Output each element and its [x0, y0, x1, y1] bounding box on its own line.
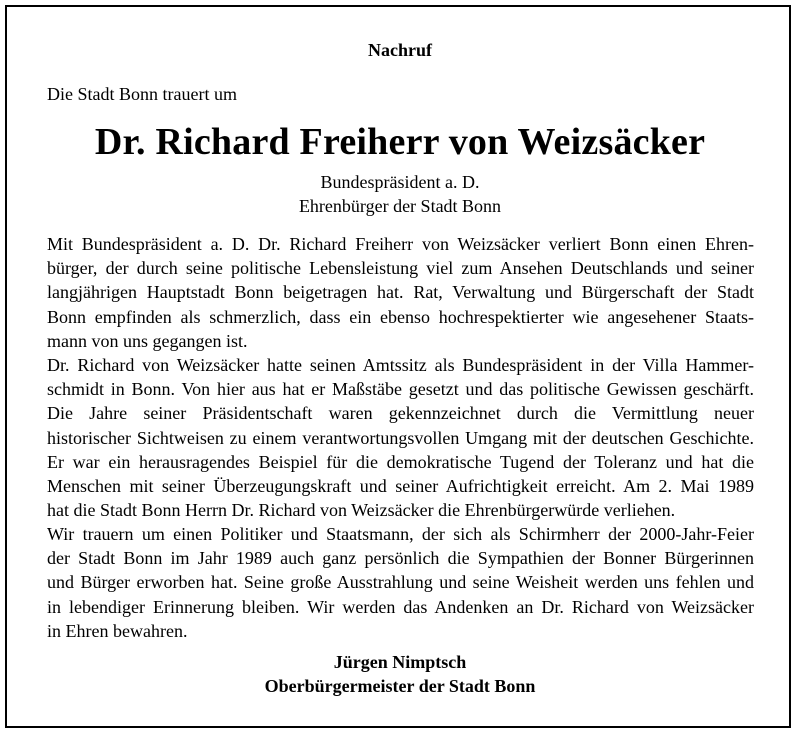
paragraph-line: Wir trauern um einen Politiker und Staatsmann, der sich als Schirmherr der 2000-Jahr-Feier — [47, 524, 754, 544]
paragraph-line: Mit Bundespräsident a. D. Dr. Richard Freiherr von Weizsäcker verliert Bonn einen Ehren- — [47, 234, 754, 254]
paragraph-3 — [47, 522, 754, 643]
paragraph-line: Er war ein herausragendes Beispiel für die demokratische Tugend der Toleranz und hat die — [47, 451, 754, 472]
paragraph-line: historischer Sichtweisen zu einem verantwortungsvollen Umgang mit der deutschen Geschichte. — [47, 427, 754, 448]
paragraph-line: langjährigen Hauptstadt Bonn beigetragen hat. Rat, Verwaltung und Bürgerschaft der Stadt — [47, 282, 754, 303]
title-honorary-citizen: Ehrenbürger der Stadt Bonn — [298, 196, 502, 216]
paragraph-2 — [47, 353, 754, 522]
intro-text: Die Stadt Bonn trauert um — [47, 84, 237, 104]
paragraph-line: in lebendiger Erinnerung bleiben. Wir werden das Andenken an Dr. Richard von Weizsäcker — [47, 596, 754, 617]
paragraph-line: der Stadt Bonn im Jahr 1989 auch ganz persönlich die Sympathien der Bonner Bürgerinnen — [47, 548, 754, 569]
paragraph-line: mann von uns gegangen ist. — [47, 330, 248, 351]
notice-heading: Nachruf — [368, 40, 432, 60]
paragraph-line: Menschen mit seiner Überzeugungskraft und seiner Aufrichtigkeit erreicht. Am 2. Mai 1989 — [47, 476, 754, 497]
deceased-name: Dr. Richard Freiherr von Weizsäcker — [94, 121, 706, 163]
paragraph-line: schmidt in Bonn. Von hier aus hat er Maßstäbe gesetzt und das politische Gewissen geschärft. — [47, 379, 754, 400]
paragraph-line: in Ehren bewahren. — [47, 620, 188, 641]
paragraph-line: und Bürger erworben hat. Seine große Ausstrahlung und seine Weisheit werden uns fehlen und — [47, 572, 754, 593]
signatory-name: Jürgen Nimptsch — [333, 652, 467, 672]
paragraph-line: Die Jahre seiner Präsidentschaft waren gekennzeichnet durch die Vermittlung neuer — [47, 403, 754, 424]
signatory-role: Oberbürgermeister der Stadt Bonn — [264, 676, 536, 696]
paragraph-line: Dr. Richard von Weizsäcker hatte seinen Amtssitz als Bundespräsident in der Villa Hammer- — [47, 355, 754, 375]
paragraph-1 — [47, 232, 754, 353]
paragraph-line: Bonn empfinden als schmerzlich, dass ein ebenso hochrespektierter wie angesehener Staats- — [47, 306, 754, 327]
title-former-president: Bundespräsident a. D. — [320, 172, 480, 192]
paragraph-line: bürger, der durch seine politische Lebensleistung viel zum Ansehen Deutschlands und seiner — [47, 258, 754, 279]
paragraph-line: hat die Stadt Bonn Herrn Dr. Richard von Weizsäcker die Ehrenbürgerwürde verliehen. — [47, 500, 676, 521]
